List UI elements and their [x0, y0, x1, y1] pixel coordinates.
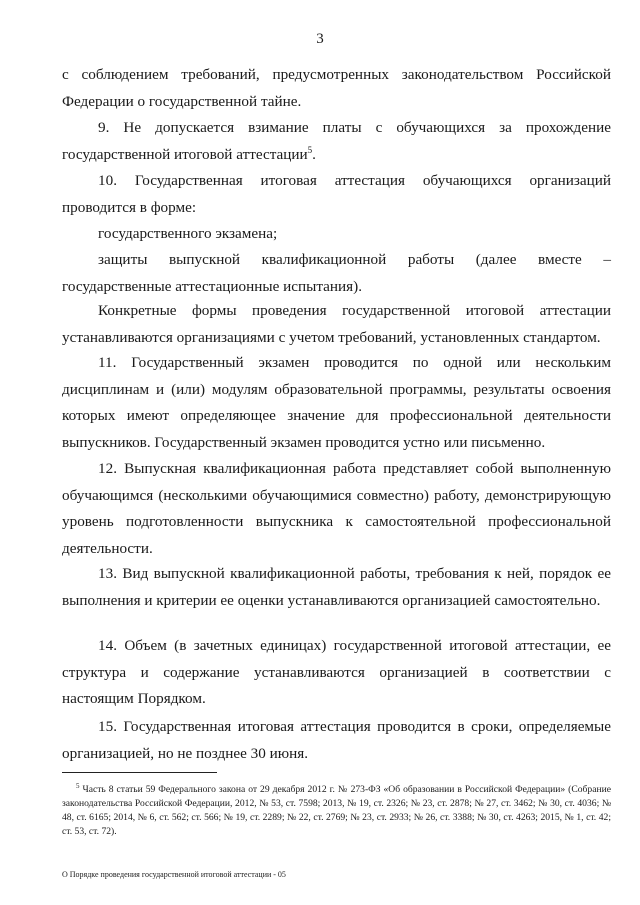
- paragraph-9-tail: .: [312, 145, 316, 163]
- paragraph-concrete-forms: Конкретные формы проведения государственной итоговой аттестации устанавливаются организациями с учетом требований, установленных стандартом.: [62, 302, 611, 346]
- paragraph-10: 10. Государственная итоговая аттестация обучающихся организаций проводится в форме:: [62, 172, 611, 216]
- footnote-separator: [62, 772, 217, 773]
- footnote: [62, 779, 611, 839]
- paragraph-12: 12. Выпускная квалификационная работа представляет собой выполненную обучающимся (несколькими обучающимися совместно) работу, демонстрирующую уровень подготовленности выпускника к самостоятельной профессиональной деятельности.: [62, 460, 611, 557]
- footnote-ref: 5: [307, 144, 313, 155]
- paragraph-continuation: с соблюдением требований, предусмотренных законодательством Российской Федерации о государственной тайне.: [62, 66, 611, 110]
- paragraph-exam-form: государственного экзамена;: [98, 225, 278, 242]
- paragraph-14: 14. Объем (в зачетных единицах) государственной итоговой аттестации, ее структура и содержание устанавливаются организацией в соответствии с настоящим Порядком.: [62, 637, 611, 707]
- paragraph-defense-form: защиты выпускной квалификационной работы (далее вместе – государственные аттестационные испытания).: [62, 251, 611, 295]
- paragraph-11: 11. Государственный экзамен проводится по одной или нескольким дисциплинам и (или) модулям образовательной программы, результаты освоения которых имеют определяющее значение для профессиональной деятельности выпускников. Государственный экзамен проводится устно или письменно.: [62, 354, 611, 451]
- paragraph-9: [62, 115, 611, 168]
- document-footer: О Порядке проведения государственной итоговой аттестации - 05: [62, 870, 286, 879]
- page-number: 3: [316, 31, 324, 47]
- paragraph-9-text: 9. Не допускается взимание платы с обучающихся за прохождение государственной итоговой аттестации: [62, 119, 611, 163]
- paragraph-13: 13. Вид выпускной квалификационной работы, требования к ней, порядок ее выполнения и критерии ее оценки устанавливаются организацией самостоятельно.: [62, 565, 611, 609]
- paragraph-15: 15. Государственная итоговая аттестация проводится в сроки, определяемые организацией, но не позднее 30 июня.: [62, 718, 611, 762]
- footnote-text: Часть 8 статьи 59 Федерального закона от 29 декабря 2012 г. № 273-ФЗ «Об образовании в Российской Федерации» (Собрание законодательства Российской Федерации, 2012, № 53, ст. 7598; 2013, № 19, ст. 2326; № 23, ст. 2878; № 27, ст. 3462; № 30, ст. 4036; № 48, ст. 6165; 2014, № 6, ст. 562; ст. 566; № 19, ст. 2289; № 22, ст. 2769; № 23, ст. 2933; № 26, ст. 3388; № 30, ст. 4263; 2015, № 1, ст. 42; ст. 53, ст. 72).: [62, 784, 611, 838]
- footnote-number: 5: [76, 782, 80, 790]
